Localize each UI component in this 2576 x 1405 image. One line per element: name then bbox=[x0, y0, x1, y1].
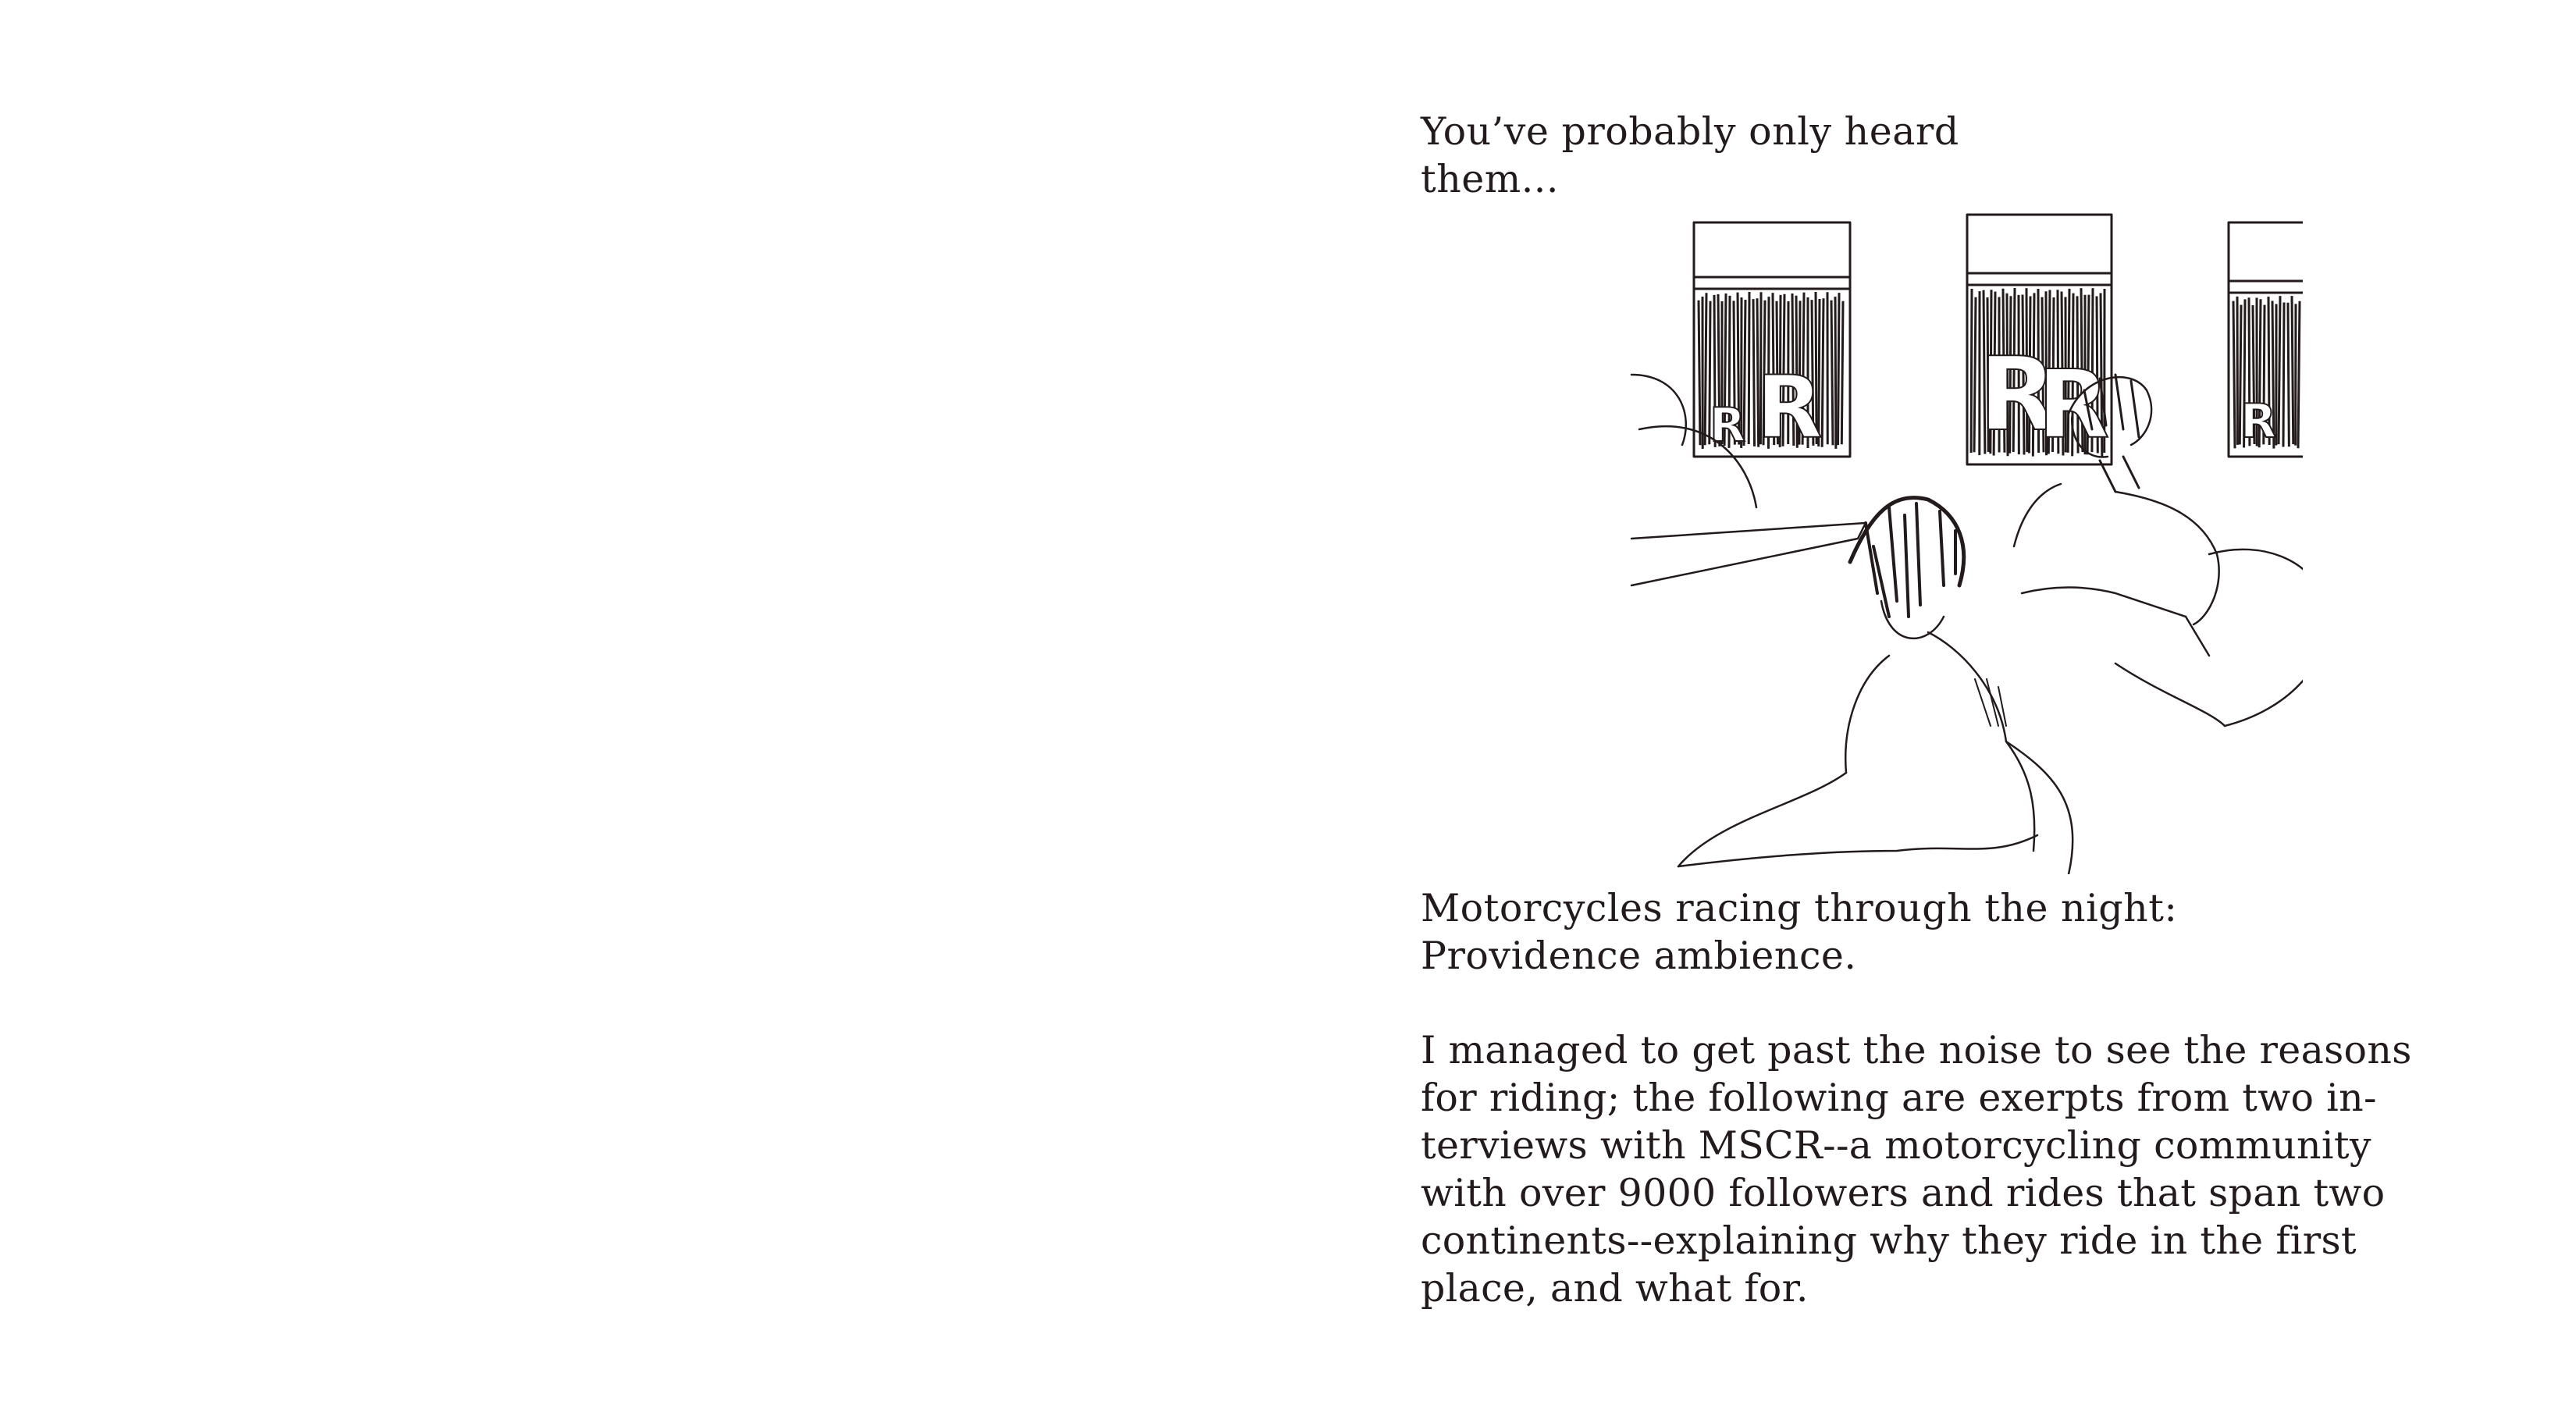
hatch-stroke bbox=[2233, 301, 2235, 449]
body-line-1: I managed to get past the noise to see the reasons bbox=[1421, 1028, 2412, 1072]
svg-text:R: R bbox=[2037, 351, 2110, 460]
window-1-letters: R bbox=[1756, 357, 1823, 457]
body-line-3: terviews with MSCR--a motorcycling community bbox=[1421, 1123, 2371, 1168]
hatch-stroke bbox=[1705, 293, 1706, 445]
body-line-4: with over 9000 followers and rides that span two bbox=[1421, 1171, 2386, 1215]
hatch-stroke bbox=[2279, 296, 2280, 444]
hatch-stroke bbox=[2298, 301, 2300, 449]
hatch-stroke bbox=[1699, 301, 1700, 445]
intro-line-2: them... bbox=[1421, 157, 1559, 201]
hatch-stroke bbox=[1831, 301, 1833, 446]
hatch-stroke bbox=[1753, 299, 1755, 446]
hatch-stroke bbox=[1971, 289, 1972, 453]
hatch-stroke bbox=[1835, 297, 1836, 449]
caption-line-1: Motorcycles racing through the night: bbox=[1421, 886, 2178, 930]
window-2-letters: R bbox=[1979, 335, 2058, 454]
caption-text bbox=[1421, 884, 2435, 980]
right-page bbox=[1288, 0, 2576, 1405]
body-line-2: for riding; the following are exerpts from two in- bbox=[1421, 1076, 2377, 1120]
hatch-stroke bbox=[2288, 303, 2289, 446]
intro-line-1: You’ve probably only heard bbox=[1421, 109, 1959, 154]
window-3-letters: R bbox=[2240, 394, 2277, 449]
hatch-stroke bbox=[2283, 303, 2284, 447]
hatch-stroke bbox=[1838, 293, 1839, 445]
body-line-5: continents--explaining why they ride in the first bbox=[1421, 1218, 2357, 1263]
hatch-stroke bbox=[1974, 297, 1976, 453]
body-line-6: place, and what for. bbox=[1421, 1266, 1809, 1311]
svg-text:R: R bbox=[1710, 398, 1746, 453]
hatch-stroke bbox=[1841, 301, 1843, 445]
sketch-illustration-icon bbox=[1522, 180, 2303, 874]
hatch-stroke bbox=[2292, 296, 2293, 444]
body-paragraph bbox=[1421, 1026, 2529, 1312]
caption-line-2: Providence ambience. bbox=[1421, 934, 1857, 978]
